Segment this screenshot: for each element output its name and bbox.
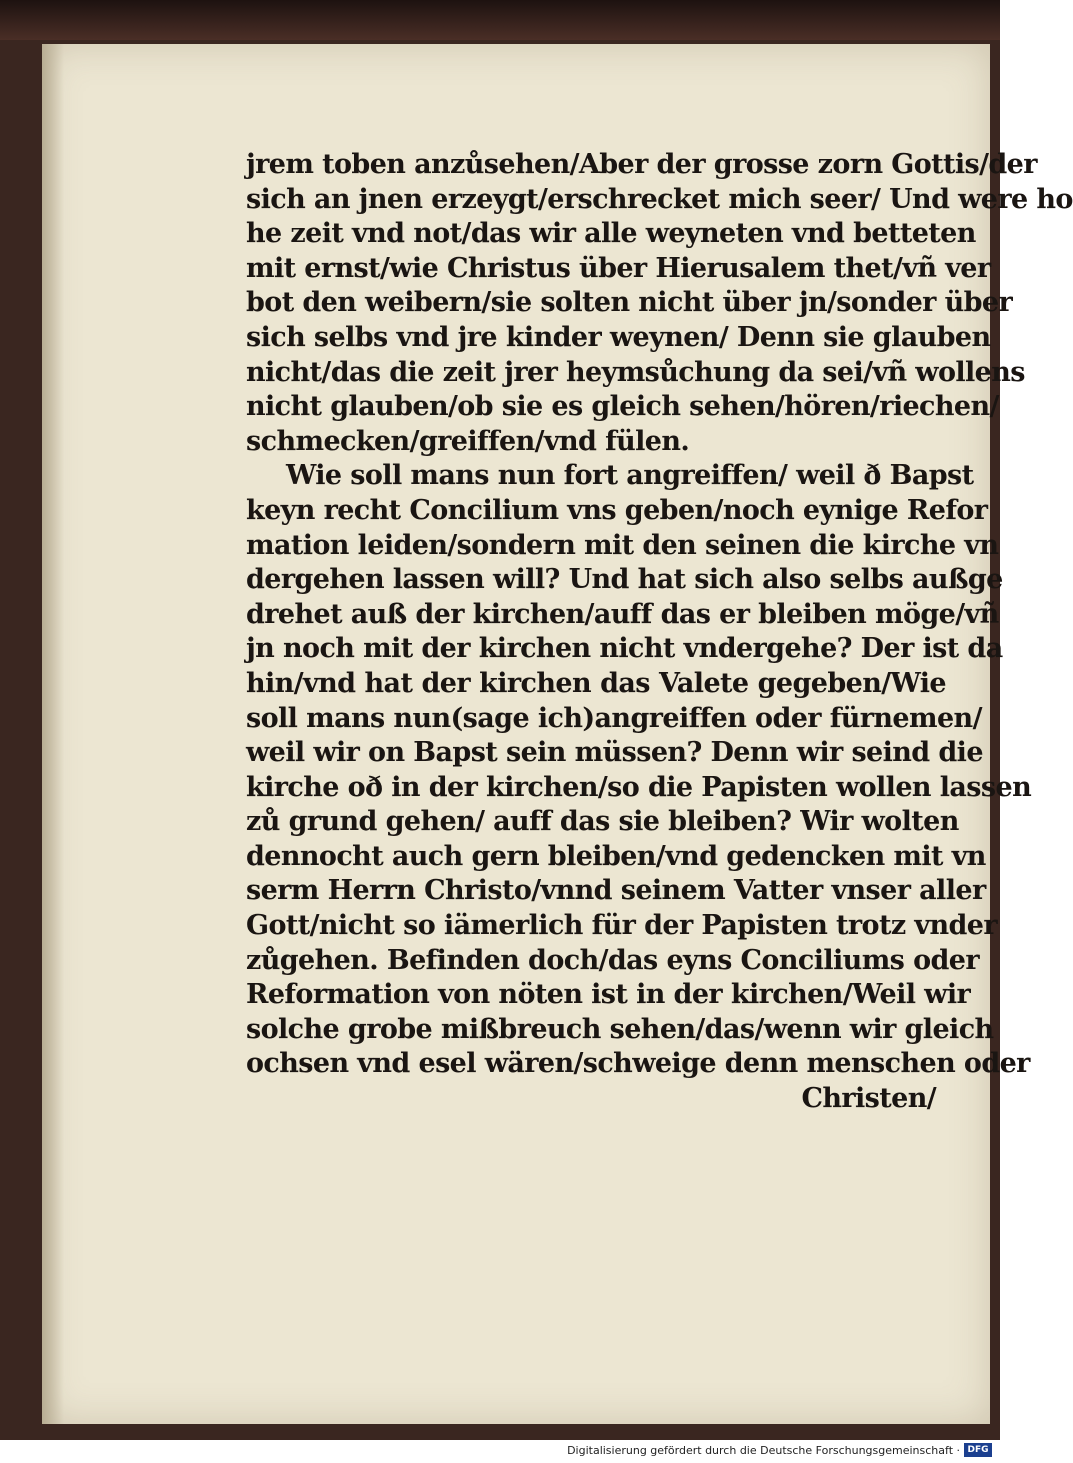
text-line: zůgehen. Befinden doch/das eyns Conciliums oder: [246, 944, 979, 976]
text-line: mit ernst/wie Christus über Hierusalem thet/vñ ver: [246, 252, 991, 284]
text-line: dennocht auch gern bleiben/vnd gedencken mit vn: [246, 840, 986, 872]
text-line: zů grund gehen/ auff das sie bleiben? Wir wolten: [246, 806, 959, 838]
text-line: soll mans nun(sage ich)angreiffen oder fürnemen/: [246, 702, 982, 734]
page-text-block: [246, 148, 1073, 1117]
text-line: mation leiden/sondern mit den seinen die kirche vn: [246, 529, 999, 561]
footer-bar: [0, 1440, 1000, 1463]
text-line: kirche oð in der kirchen/so die Papisten wollen lassen: [246, 771, 1032, 803]
catchword: Christen/: [801, 1083, 936, 1115]
text-line: he zeit vnd not/das wir alle weyneten vnd betteten: [246, 218, 976, 250]
text-line: nicht/das die zeit jrer heymsůchung da sei/vñ wollens: [246, 356, 1025, 388]
scan-border: [0, 0, 1000, 40]
text-line: drehet auß der kirchen/auff das er bleiben möge/vñ: [246, 598, 999, 630]
text-line: solche grobe mißbreuch sehen/das/wenn wir gleich: [246, 1013, 994, 1045]
text-line: dergehen lassen will? Und hat sich also selbs außge: [246, 564, 1003, 596]
text-line: Wie soll mans nun fort angreiffen/ weil ð Bapst: [286, 460, 974, 492]
text-line: schmecken/greiffen/vnd fülen.: [246, 425, 690, 457]
text-line: Reformation von nöten ist in der kirchen/Weil wir: [246, 979, 971, 1011]
text-line: sich selbs vnd jre kinder weynen/ Denn sie glauben: [246, 321, 991, 353]
text-line: ochsen vnd esel wären/schweige denn menschen oder: [246, 1048, 1030, 1080]
funding-credit: Digitalisierung gefördert durch die Deutsche Forschungsgemeinschaft ·: [567, 1444, 960, 1457]
text-line: hin/vnd hat der kirchen das Valete gegeben/Wie: [246, 667, 946, 699]
text-line: nicht glauben/ob sie es gleich sehen/hören/riechen/: [246, 391, 999, 423]
text-line: bot den weibern/sie solten nicht über jn/sonder über: [246, 287, 1013, 319]
text-line: jrem toben anzůsehen/Aber der grosse zorn Gottis/der: [246, 149, 1037, 180]
text-line: sich an jnen erzeygt/erschrecket mich seer/ Und were ho: [246, 183, 1073, 215]
text-line: keyn recht Concilium vns geben/noch eynige Refor: [246, 494, 988, 526]
text-line: serm Herrn Christo/vnnd seinem Vatter vnser aller: [246, 875, 986, 907]
text-line: Gott/nicht so iämerlich für der Papisten trotz vnder: [246, 910, 997, 942]
text-line: jn noch mit der kirchen nicht vndergehe? Der ist da: [246, 633, 1003, 665]
dfg-logo-icon: DFG: [964, 1443, 992, 1457]
text-line: weil wir on Bapst sein müssen? Denn wir seind die: [246, 737, 983, 769]
page-gutter-shadow: [42, 44, 64, 1424]
